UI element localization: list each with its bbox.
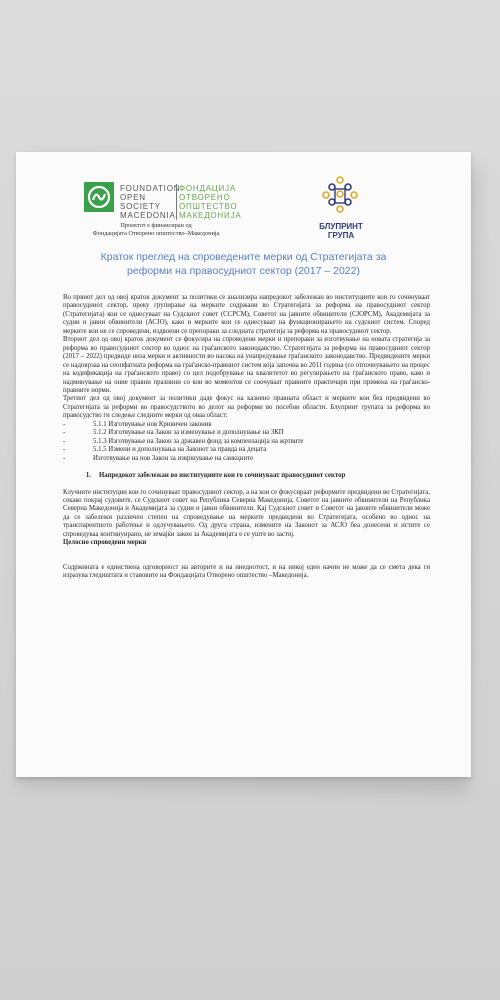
osf-logo-icon xyxy=(84,182,114,212)
osf-logo-text: FOUNDATION ФОНДАЦИЈА OPEN ОТВОРЕНО SOCIETY ОПШТЕСТВО MACEDONIA МАКЕДОНИЈА xyxy=(120,184,242,220)
list-item: - 5.1.3 Изготвување на Закон за државен фонд за компензација на жртвите xyxy=(63,437,304,445)
measures-list xyxy=(63,421,430,463)
blueprint-group-name: БЛУПРИНТ ГРУПА xyxy=(319,222,363,240)
paragraph-institutions: Клучните институции кои го сочинуваат правосудниот сектор, а на кои се фокусираат реформите предвидени во Стратегијата, секако покрај судовите, се Судскиот совет на Република Северна Македонија, Советот на јавните обвинители на Република Северна Македонија и Академијата за судии и јавни обвинители. Кај Судскиот совет и Советот на јавните обвинители може да се забележи различен степен на спроведување на мерките предвидени во Стратегијата, особено во однос на транспарентното работење и одлучувањето. Од друга страна, измените на Законот за АСЈО беа донесени и истите се спроведуваа континуирано, не земајќи закон за Академијата е се уште во застој. xyxy=(63,488,430,538)
document-page xyxy=(16,152,471,777)
list-item: - 5.1.5 Измени и дополнувања на Законот за правда на децата xyxy=(63,446,267,454)
document-header xyxy=(16,152,471,240)
paragraph-criminal-law: Третиот дел од овој документ за политики даде фокус на казнено правната област и мерките кои беа предвидени во Стратегијата за реформи во правосудството во делот на реформи во посебни области. Блупринт групата за реформа во правосудство ги следење следните мерки од оваа област: xyxy=(63,395,430,420)
list-item: - Изготвување на нов Закон за извршување на санкциите xyxy=(63,454,254,462)
subheading-implemented: Целосно спроведени мерки xyxy=(63,539,147,547)
blueprint-group-logo-icon xyxy=(321,176,359,216)
list-item: - 5.1.2 Изготвување на Закон за изменување и дополнување на ЗКП xyxy=(63,429,284,437)
paragraph-civil-law: Вториот дел од овој краток документ се фокусира на спроведени мерки и препораки за изготвување на новата стратегија за реформа во правосудниот сектор во однос на граѓанското законодавство. Стратегијата за реформа на правосудниот сектор (2017 – 2022) предвиде низа мерки и активности во насока на унапредување граѓанското законодавство. Предвидените мерки се надоврзаа на сеопфатната реформа на граѓанско-правниот систем која започна во 2011 година (со отпочнувањето на процес на кодификација на граѓанското право) со цел подобрување на квалитетот во регулирањето на граѓанското право, како и надминување на оние правни празнини со кои во моментов се соочуваат правните практичари при примена на граѓанско-правните норми. xyxy=(63,336,430,394)
document-title: Краток преглед на спроведените мерки од Стратегијата за реформи на правосудниот сектор (2017 – 2022) xyxy=(100,251,387,277)
paragraph-intro: Во првиот дел од овој краток документ за политики се анализира напредокот забележан во институциите кои го сочинуваат правосудниот сектор, преку групирање на мерките содржани во Стратегијата за реформа на правосудниот сектор (Стратегијата) кои се однесуваат на Судскиот совет (ССРСМ), Советот на јавните обвинители (СЈОРСМ), Академијата за судии и јавни обвинители (АСЈО), како и мерките кои се однесуваат на функционирањето на судскиот систем. Според мерките кои не се спроведени, издвоени се препораки за следната стратегија за реформа на правосудниот сектор. xyxy=(63,294,430,335)
list-item: - 5.1.1 Изготвување нов Кривичен законик xyxy=(63,420,212,428)
section-heading: 1. Напредокот забележан во институциите кои го сочинуваат правосудниот сектор xyxy=(85,472,346,480)
document-body xyxy=(63,294,430,581)
funding-credit: Проектот е финансиран од Фондацијата Отворено општество–Македонија xyxy=(92,222,220,237)
disclaimer: Содржината е единствена одговорност на авторите и на ниеднотост, и на никој еден начин не може да се смета дека ги изразува гледиштата и ставовите на Фондацијата Отворено општество –Македонија. xyxy=(63,563,430,580)
